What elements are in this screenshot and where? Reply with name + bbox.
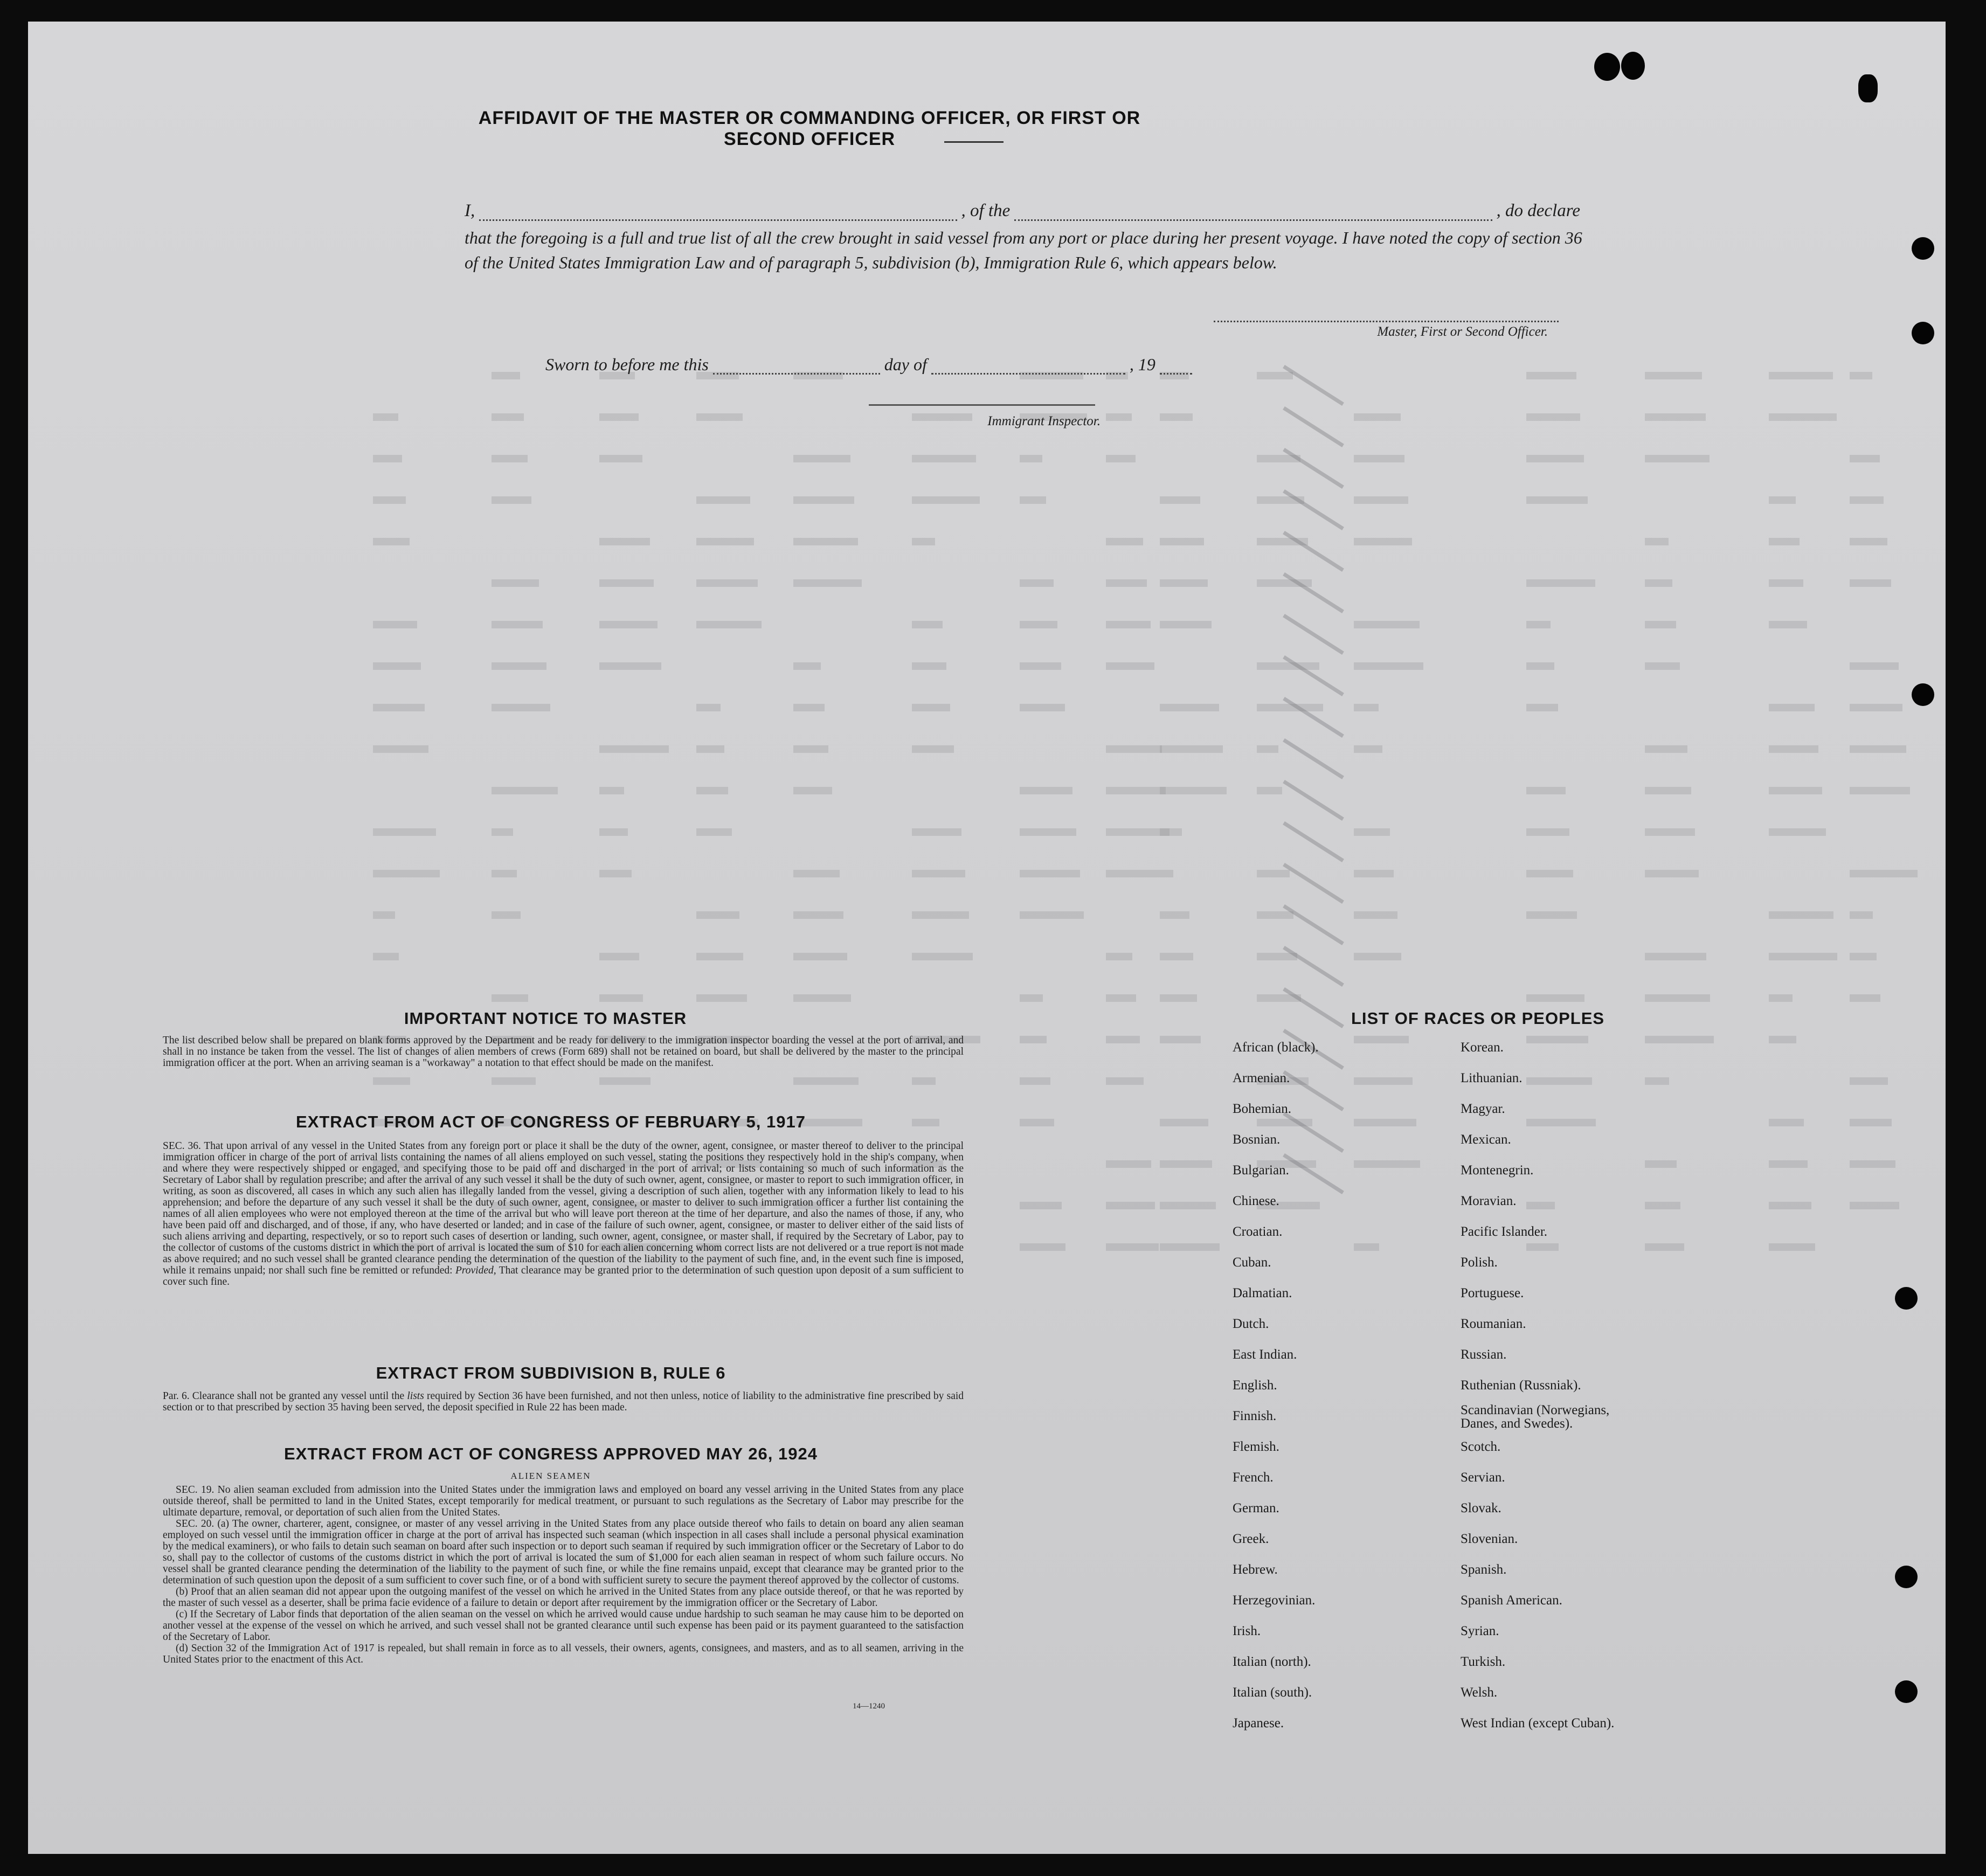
- race-item: Magyar.: [1461, 1102, 1505, 1116]
- master-signature-line[interactable]: [1214, 321, 1559, 322]
- sec-19-paragraph: SEC. 19. No alien seaman excluded from admission into the United States under the immigration laws and employed on board any vessel arriving in the United States from any place outside thereof, shall be permitted to land in the United States, except temporarily for medical treatment, or pursuant to such regulations as the Secretary of Labor may prescribe for the ultimate departure, removal, or deportation of such alien from the United States.: [163, 1484, 964, 1518]
- race-item: Hebrew.: [1233, 1562, 1278, 1577]
- inspector-label: Immigrant Inspector.: [987, 414, 1101, 428]
- subdivision-text: [163, 1390, 964, 1413]
- sworn-day-blank[interactable]: [713, 358, 880, 375]
- race-item: French.: [1233, 1470, 1274, 1485]
- race-item: Spanish American.: [1461, 1593, 1562, 1608]
- notice-title: IMPORTANT NOTICE TO MASTER: [404, 1009, 687, 1028]
- race-item: Cuban.: [1233, 1255, 1271, 1270]
- race-item: Japanese.: [1233, 1716, 1284, 1730]
- declaration-of-the: , of the: [961, 201, 1011, 220]
- race-item: Ruthenian (Russniak).: [1461, 1378, 1581, 1393]
- race-item: Croatian.: [1233, 1224, 1283, 1239]
- race-item: Portuguese.: [1461, 1286, 1524, 1300]
- title-underline: [944, 141, 1004, 143]
- race-item: Bohemian.: [1233, 1102, 1292, 1116]
- race-item: Flemish.: [1233, 1439, 1279, 1454]
- punch-hole: [1912, 683, 1934, 706]
- notice-text: The list described below shall be prepared on blank forms approved by the Department and be ready for delivery to the immigration inspector boarding the vessel at the port of arrival, and shall in no instance be taken from the vessel. The list of changes of alien members of crews (Form 689) shall not be retained on board, but shall be delivered by the master to the principal immigration officer at the port. When an arriving seaman is a "workaway" a notation to that effect should be made on the manifest.: [163, 1035, 964, 1069]
- race-item: Italian (south).: [1233, 1685, 1312, 1700]
- document-page: [28, 22, 1946, 1854]
- race-item: Spanish.: [1461, 1562, 1507, 1577]
- vessel-blank[interactable]: [1014, 204, 1492, 221]
- race-item: Russian.: [1461, 1347, 1507, 1362]
- inspector-signature-line[interactable]: [869, 404, 1095, 406]
- extract-1917-text: [163, 1140, 964, 1287]
- declaration-end: , do declare: [1496, 201, 1580, 220]
- sworn-year: , 19: [1129, 355, 1155, 374]
- sworn-day-of: day of: [884, 355, 927, 374]
- race-item: Herzegovinian.: [1233, 1593, 1316, 1608]
- punch-hole: [1858, 74, 1878, 102]
- sworn-start: Sworn to before me this: [545, 355, 709, 374]
- race-item: Scandinavian (Norwegians, Danes, and Swedes).: [1461, 1403, 1610, 1431]
- race-item: Lithuanian.: [1461, 1071, 1523, 1085]
- sworn-month-blank[interactable]: [931, 358, 1125, 375]
- race-item: Servian.: [1461, 1470, 1505, 1485]
- race-item: Dalmatian.: [1233, 1286, 1292, 1300]
- punch-hole: [1594, 53, 1620, 81]
- extract-1917-title: EXTRACT FROM ACT OF CONGRESS OF FEBRUARY 5, 1917: [296, 1112, 806, 1131]
- subdivision-title: EXTRACT FROM SUBDIVISION B, RULE 6: [376, 1363, 726, 1382]
- declaration-i: I,: [465, 201, 475, 220]
- race-item: East Indian.: [1233, 1347, 1297, 1362]
- race-item: Pacific Islander.: [1461, 1224, 1548, 1239]
- race-item: Italian (north).: [1233, 1655, 1311, 1669]
- par-6-start: Par. 6. Clearance shall not be granted any vessel until the: [163, 1390, 405, 1402]
- race-item: Polish.: [1461, 1255, 1498, 1270]
- punch-hole: [1895, 1566, 1918, 1588]
- proviso-italic: Provided,: [455, 1265, 496, 1276]
- race-item: Korean.: [1461, 1040, 1504, 1055]
- affidavit-body: that the foregoing is a full and true list of all the crew brought in said vessel from any port or place during her present voyage. I have noted the copy of section 36 of the United States Immigration Law and of paragraph 5, subdivision (b), Immigration Rule 6, which appears below.: [465, 228, 1582, 272]
- race-item: Moravian.: [1461, 1194, 1517, 1208]
- sec-20d-paragraph: (d) Section 32 of the Immigration Act of 1917 is repealed, but shall remain in force as to all vessels, their owners, agents, consignees, and masters, and as to all seamen, arriving in the United States prior to the enactment of this Act.: [163, 1643, 964, 1665]
- par-6-italic: lists: [407, 1390, 424, 1402]
- race-item: Welsh.: [1461, 1685, 1498, 1700]
- race-item: English.: [1233, 1378, 1277, 1393]
- form-number: 14—1240: [853, 1702, 885, 1711]
- race-item: African (black).: [1233, 1040, 1319, 1055]
- race-item: Mexican.: [1461, 1132, 1511, 1147]
- sec-20a-paragraph: SEC. 20. (a) The owner, charterer, agent, consignee, or master of any vessel arriving in the United States from any place outside thereof who fails to detain on board any alien seaman employed on such vessel until the immigration officer in charge at the port of arrival has inspected such seaman (which inspection in all cases shall include a personal physical examination by the medical examiners), or who fails to detain such seaman on board after such inspection or to deport such seaman if required by such immigration officer or the Secretary of Labor to do so, shall pay to the collector of customs of the customs district in which the port of arrival is located the sum of $1,000 for each alien seaman in respect of whom such failure occurs. No vessel shall be granted clearance pending the determination of the liability to the payment of such fine, or while the fine remains unpaid, except that clearance may be granted prior to the determination of such question upon the deposit of a sum sufficient to cover such fine, or of a bond with sufficient surety to secure the payment thereof approved by the collector of customs.: [163, 1518, 964, 1586]
- par-6-end: required by Section 36 have been furnished, and not then unless, notice of liability to the administrative fine prescribed by said section or to that prescribed by section 35 having been served, the deposit specified in Rule 22 has been made.: [163, 1390, 964, 1413]
- affidavit-declaration-line: [465, 194, 1580, 221]
- race-item: Bosnian.: [1233, 1132, 1281, 1147]
- race-item: Irish.: [1233, 1624, 1261, 1638]
- name-blank[interactable]: [479, 204, 957, 221]
- extract-1924-text: [163, 1484, 964, 1665]
- race-item: German.: [1233, 1501, 1279, 1515]
- sec-20b-paragraph: (b) Proof that an alien seaman did not appear upon the outgoing manifest of the vessel on which he arrived in the United States from any place outside thereof, or that he was reported by the master of such vessel as a deserter, shall be prima facie evidence of a failure to detain or deport after requirement by the immigration officer or the Secretary of Labor.: [163, 1586, 964, 1609]
- sec-36-text: SEC. 36. That upon arrival of any vessel in the United States from any foreign port or place it shall be the duty of the owner, agent, consignee, or master thereof to deliver to the principal immigration officer in charge of the port of arrival lists containing the names of all aliens employed on such vessel, stating the positions they respectively hold in the ship's company, when and where they were respectively shipped or engaged, and specifying those to be paid off and discharged in the port of arrival; or lists containing so much of such information as the Secretary of Labor shall by regulation prescribe; and after the arrival of any such vessel it shall be the duty of such owner, agent, consignee, or master to report to such immigration officer, in writing, as soon as discovered, all cases in which any such alien has illegally landed from the vessel, giving a description of such alien, together with any information likely to lead to his apprehension; and before the departure of any such vessel it shall be the duty of such owner, agent, consignee, or master to deliver to such immigration officer a further list containing the names of all alien employees who were not employed thereon at the time of the arrival but who will leave port thereon at the time of her departure, and also the names of those, if any, who have been paid off and discharged, and of those, if any, who have deserted or landed; and in case of the failure of such owner, agent, consignee, or master to deliver either of the said lists of such aliens arriving and departing, respectively, or so to report such cases of desertion or landing, such owner, agent, consignee, or master shall, if required by the Secretary of Labor, pay to the collector of customs of the customs district in which the port of arrival is located the sum of $10 for each alien concerning whom correct lists are not delivered or a true report is not made as above required; and no such vessel shall be granted clearance pending the determination of the question of the liability to the payment of such fine, and, in the event such fine is imposed, while it remains unpaid; nor shall such fine be remitted or refunded:: [163, 1140, 964, 1276]
- races-title: LIST OF RACES OR PEOPLES: [1351, 1009, 1605, 1028]
- race-item: Armenian.: [1233, 1071, 1290, 1085]
- sec-20c-paragraph: (c) If the Secretary of Labor finds that deportation of the alien seaman on the vessel on which he arrived would cause undue hardship to such seaman he may cause him to be deported on another vessel at the expense of the vessel on which he arrived, and such vessel shall not be granted clearance until such expense has been paid or its payment guaranteed to the satisfaction of the Secretary of Labor.: [163, 1609, 964, 1643]
- race-item: Greek.: [1233, 1532, 1269, 1546]
- race-item: Chinese.: [1233, 1194, 1279, 1208]
- race-item: Turkish.: [1461, 1655, 1506, 1669]
- race-item: Slovenian.: [1461, 1532, 1518, 1546]
- race-item: Roumanian.: [1461, 1317, 1526, 1331]
- punch-hole: [1895, 1287, 1918, 1310]
- master-signature-label: Master, First or Second Officer.: [1377, 324, 1548, 339]
- race-item: Scotch.: [1461, 1439, 1501, 1454]
- sworn-year-blank[interactable]: [1160, 358, 1192, 375]
- race-item: Slovak.: [1461, 1501, 1501, 1515]
- extract-1924-title: EXTRACT FROM ACT OF CONGRESS APPROVED MAY 26, 1924: [284, 1444, 818, 1463]
- race-item: Finnish.: [1233, 1409, 1277, 1423]
- punch-hole: [1895, 1680, 1918, 1703]
- affidavit-title: AFFIDAVIT OF THE MASTER OR COMMANDING OFFICER, OR FIRST OR SECOND OFFICER: [478, 108, 1141, 149]
- punch-hole: [1912, 237, 1934, 260]
- proviso-text: That clearance may be granted prior to the determination of such question upon deposit of a sum sufficient to cover such fine.: [163, 1265, 964, 1287]
- race-item: Dutch.: [1233, 1317, 1269, 1331]
- alien-seamen-subtitle: ALIEN SEAMEN: [510, 1471, 591, 1481]
- race-item: Bulgarian.: [1233, 1163, 1289, 1178]
- race-item: West Indian (except Cuban).: [1461, 1716, 1615, 1730]
- punch-hole: [1912, 322, 1934, 344]
- race-item: Syrian.: [1461, 1624, 1499, 1638]
- race-item: Montenegrin.: [1461, 1163, 1534, 1178]
- punch-hole: [1621, 52, 1645, 80]
- sworn-line: [545, 348, 1268, 375]
